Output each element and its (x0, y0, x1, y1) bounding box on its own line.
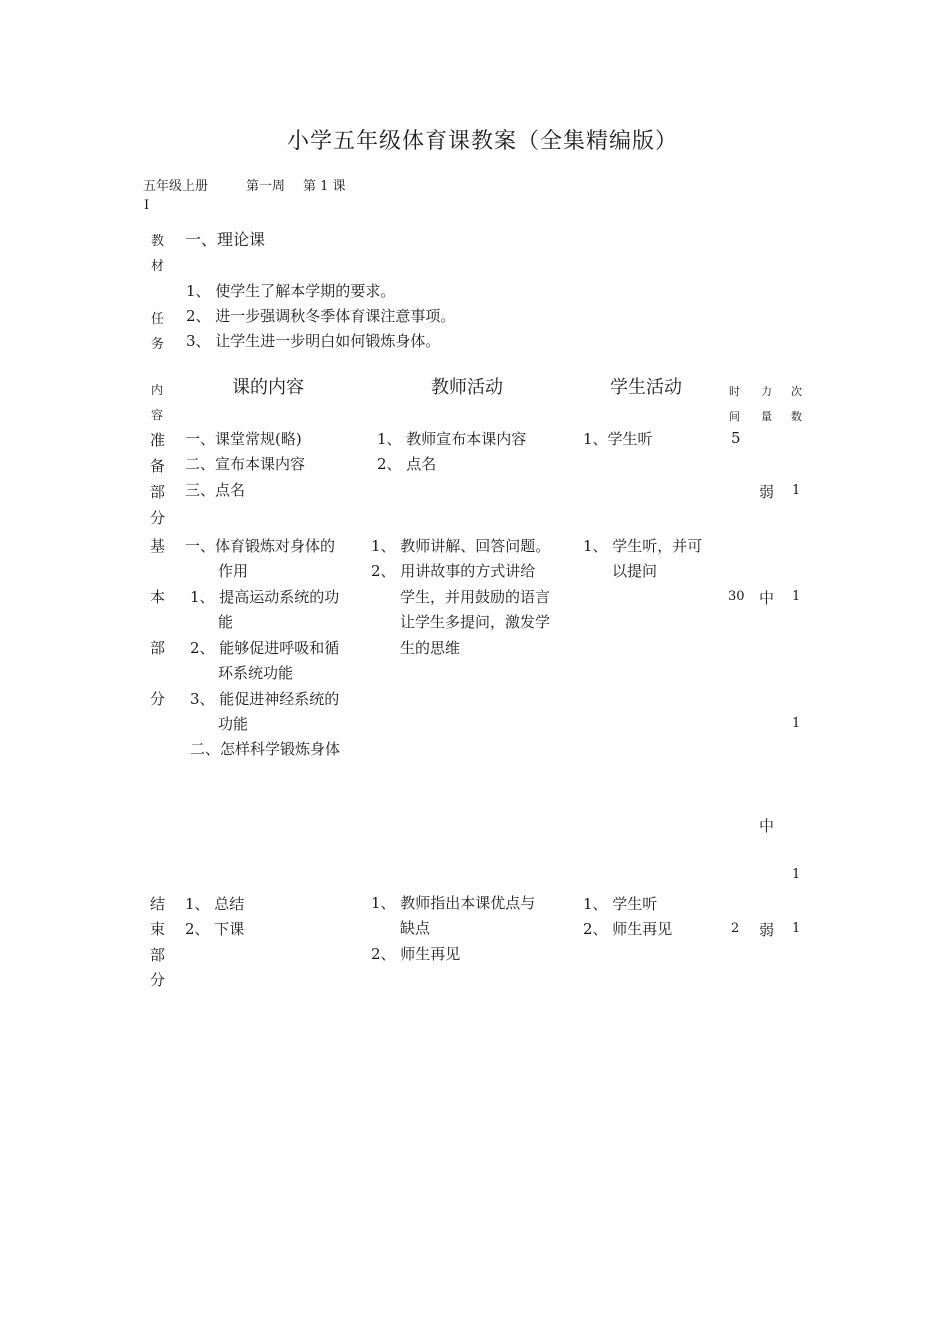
header-time-char: 时 (729, 385, 740, 398)
tasks-label-char: 务 (151, 337, 165, 352)
content-line: 作用 (218, 562, 249, 580)
header-student: 学生活动 (610, 377, 682, 398)
intensity-value: 弱 (759, 483, 775, 501)
material-label-char: 教 (151, 234, 165, 249)
section-label (150, 892, 165, 994)
teacher-line: 缺点 (400, 919, 431, 937)
section-label-char: 部 (150, 945, 166, 964)
header-intensity-char: 力 (761, 385, 772, 398)
section-label-char: 分 (150, 971, 166, 990)
teacher-line: 2、 用讲故事的方式讲给 (371, 562, 536, 580)
intensity-value: 中 (759, 589, 775, 607)
content-line: 1、 提高运动系统的功 (190, 588, 340, 606)
task-item: 2、 进一步强调秋冬季体育课注意事项。 (186, 307, 456, 325)
content-line: 2、 下课 (185, 920, 245, 939)
header-teacher: 教师活动 (431, 377, 503, 398)
student-line: 1、学生听 (583, 430, 653, 448)
time-value: 30 (728, 589, 745, 604)
section-label-char: 准 (150, 431, 166, 449)
section-label-char: 束 (150, 920, 166, 939)
teacher-line: 学生，并用鼓励的语言 (400, 588, 551, 606)
content-line: 三、点名 (185, 480, 246, 499)
material-label-char: 材 (151, 259, 165, 274)
grade-label: 五年级上册 (143, 179, 209, 194)
intensity-value: 中 (759, 817, 775, 835)
content-line: 功能 (218, 715, 249, 733)
teacher-line: 1、 教师宣布本课内容 (377, 430, 527, 448)
count-value: 1 (792, 483, 801, 498)
student-line: 1、 学生听，并可 (583, 537, 703, 555)
page-title: 小学五年级体育课教案（全集精编版） (287, 129, 679, 154)
teacher-line: 生的思维 (400, 639, 461, 657)
header-section-char: 内 (151, 383, 164, 397)
header-intensity-char: 量 (761, 410, 772, 423)
content-line: 一、体育锻炼对身体的 (185, 537, 336, 555)
teacher-line: 2、 师生再见 (371, 945, 461, 963)
teacher-line: 1、 教师指出本课优点与 (371, 894, 536, 912)
section-label (150, 427, 165, 531)
tasks-label-char: 任 (151, 312, 165, 327)
section-label-char: 备 (150, 457, 166, 475)
teacher-activity (377, 427, 526, 478)
section-label-char: 部 (150, 483, 166, 501)
count-value: 1 (792, 716, 801, 731)
student-line: 以提问 (612, 562, 658, 580)
section-label-char: 分 (150, 690, 166, 708)
content-line: 1、 总结 (185, 895, 245, 913)
content-line: 环系统功能 (218, 664, 294, 682)
section-content (185, 892, 244, 943)
student-activity (583, 892, 672, 943)
count-value: 1 (792, 589, 801, 604)
content-line: 二、宣布本课内容 (185, 455, 306, 474)
content-line: 能 (218, 613, 234, 631)
section-label-char: 部 (150, 639, 166, 657)
content-line: 2、 能够促进呼吸和循 (190, 639, 340, 657)
student-activity (583, 427, 653, 452)
header-content: 课的内容 (232, 377, 304, 398)
teacher-line: 让学生多提问，激发学 (400, 613, 551, 631)
count-value: 1 (792, 921, 801, 936)
header-count-char: 数 (791, 410, 802, 423)
content-line: 二、怎样科学锻炼身体 (190, 740, 341, 758)
time-value: 5 (731, 429, 741, 447)
section-label-char: 本 (150, 588, 166, 606)
time-value: 2 (731, 921, 740, 936)
student-line: 2、 师生再见 (583, 920, 673, 939)
material-content: 一、理论课 (185, 230, 266, 249)
count-value: 1 (792, 867, 801, 882)
header-count-char: 次 (791, 385, 802, 398)
content-line: 一、课堂常规(略) (185, 430, 302, 448)
teacher-line: 2、 点名 (377, 455, 437, 474)
task-item: 1、 使学生了解本学期的要求。 (186, 282, 396, 300)
lesson-label: 第 1 课 (303, 179, 346, 194)
section-label-char: 结 (150, 895, 166, 913)
header-section-char: 容 (151, 408, 164, 422)
task-item: 3、 让学生进一步明白如何锻炼身体。 (186, 332, 441, 350)
student-line: 1、 学生听 (583, 895, 658, 913)
section-label-char: 基 (150, 537, 166, 555)
section-content (185, 427, 305, 503)
intensity-value: 弱 (759, 921, 775, 939)
section-label-char: 分 (150, 509, 166, 527)
content-line: 3、 能促进神经系统的 (190, 690, 340, 708)
header-time-char: 间 (729, 410, 740, 423)
page-mark: I (144, 198, 150, 213)
teacher-line: 1、 教师讲解、回答问题。 (371, 537, 551, 555)
week-label: 第一周 (246, 179, 286, 194)
